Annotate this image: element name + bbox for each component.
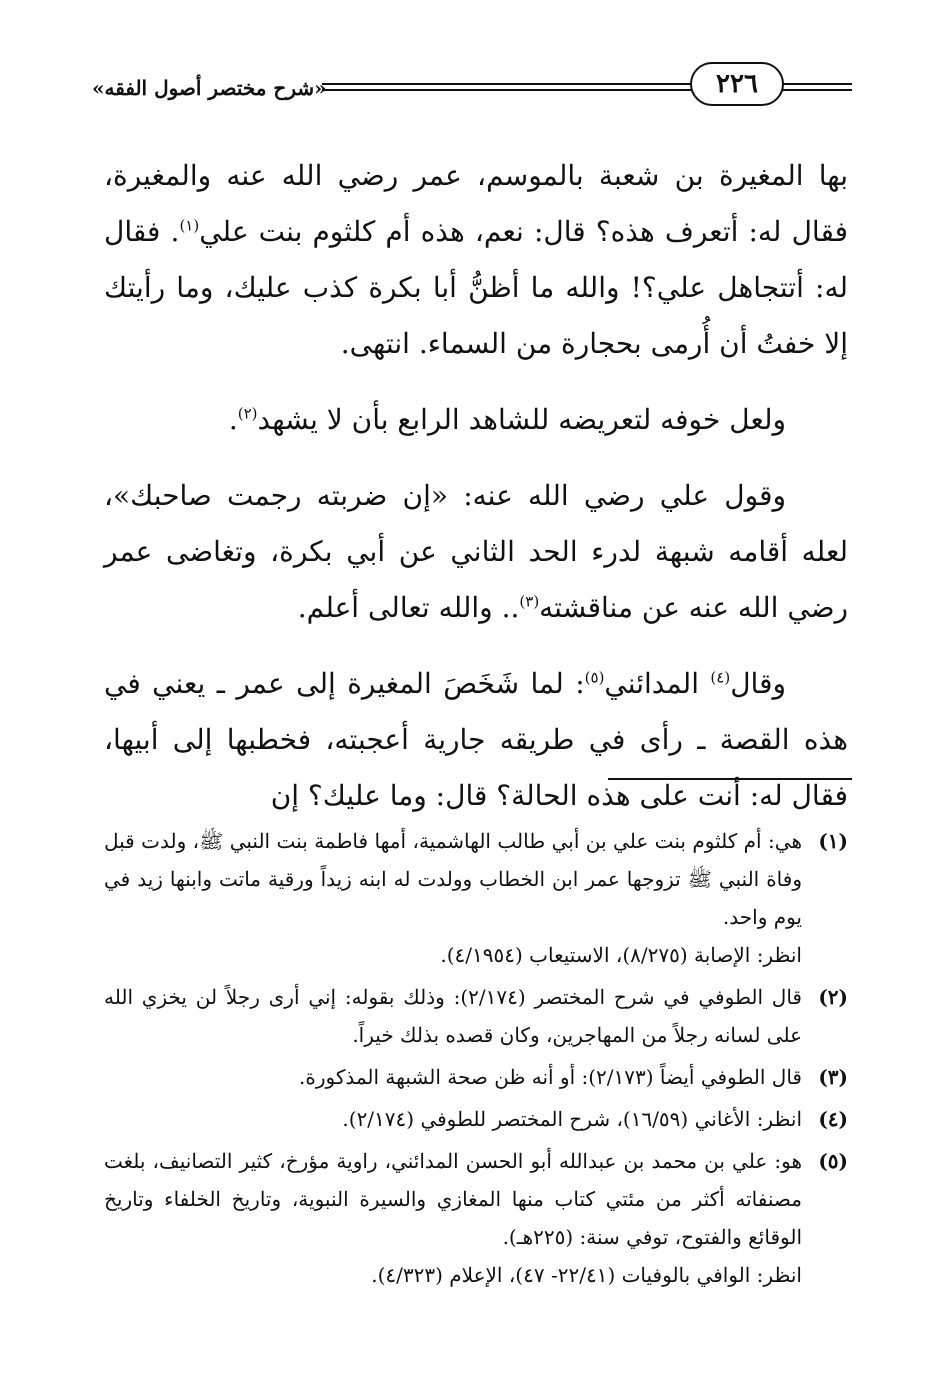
footnote-line: قال الطوفي في شرح المختصر (٢/١٧٤): وذلك بقوله: إني أرى رجلاً لن يخزي الله على لسانه رجلاً من المهاجرين، وكان قصده بذلك خيراً. xyxy=(104,985,802,1047)
main-text xyxy=(104,148,848,824)
paragraph-4-text: : لما شَخَصَ المغيرة إلى عمر ـ يعني في هذه القصة ـ رأى في طريقه جارية أعجبته، فخطبها إلى أبيها، فقال له: أنت على هذه الحالة؟ قال: وما عليك؟ إن xyxy=(104,667,848,812)
paragraph-3-text: وقول علي رضي الله عنه: «إن ضربته رجمت صاحبك»، لعله أقامه شبهة لدرء الحد الثاني عن أبي بكرة، وتغاضى عمر رضي الله عنه عن مناقشته xyxy=(104,479,848,624)
footnote-text xyxy=(104,978,802,1054)
footnote-ref-4: (٤) xyxy=(710,668,731,687)
footnote-4 xyxy=(104,1100,848,1138)
footnote-text xyxy=(104,822,802,974)
running-book-title: «شرح مختصر أصول الفقه» xyxy=(92,76,327,100)
paragraph-2-end: . xyxy=(228,403,238,436)
footnote-1 xyxy=(104,822,848,974)
footnote-text xyxy=(104,1058,802,1096)
footnote-ref-1: (١) xyxy=(179,216,200,235)
paragraph-4-name: المدائني xyxy=(604,667,711,700)
footnote-text xyxy=(104,1100,802,1138)
footnote-3 xyxy=(104,1058,848,1096)
paragraph-1 xyxy=(104,148,848,372)
footnote-separator xyxy=(608,778,852,780)
paragraph-3 xyxy=(104,468,848,636)
footnote-line: انظر: الأغاني (١٦/٥٩)، شرح المختصر للطوفي (٢/١٧٤). xyxy=(342,1107,802,1131)
paragraph-4-start: وقال xyxy=(730,667,786,700)
footnote-number: (٥) xyxy=(818,1149,848,1173)
footnote-line: قال الطوفي أيضاً (٢/١٧٣): أو أنه ظن صحة الشبهة المذكورة. xyxy=(299,1065,802,1089)
footnote-ref-2: (٢) xyxy=(237,404,258,423)
footnote-number: (٣) xyxy=(818,1065,848,1089)
footnote-line: انظر: الإصابة (٨/٢٧٥)، الاستيعاب (٤/١٩٥٤). xyxy=(440,943,802,967)
header-double-rule xyxy=(322,80,692,94)
footnote-ref-3: (٣) xyxy=(519,592,540,611)
footnote-2 xyxy=(104,978,848,1054)
page-number: ٢٢٦ xyxy=(690,62,784,106)
footnote-line: هي: أم كلثوم بنت علي بن أبي طالب الهاشمية، أمها فاطمة بنت النبي ﷺ، ولدت قبل وفاة النبي ﷺ تزوجها عمر ابن الخطاب وولدت له ابنه زيداً ورقية ماتت وابنها زيد في يوم واحد. xyxy=(104,829,802,929)
footnote-number: (٢) xyxy=(818,985,848,1009)
paragraph-1-text: بها المغيرة بن شعبة بالموسم، عمر رضي الله عنه والمغيرة، فقال له: أتعرف هذه؟ قال: نعم، هذه أم كلثوم بنت علي xyxy=(104,159,848,248)
footnote-line: انظر: الوافي بالوفيات (٢٢/٤١- ٤٧)، الإعلام (٤/٣٢٣). xyxy=(371,1263,802,1287)
footnote-number: (١) xyxy=(818,829,848,853)
footnotes xyxy=(104,822,848,1298)
paragraph-1-continuation: . فقال له: أتتجاهل علي؟! والله ما أظنُّ أبا بكرة كذب عليك، وما رأيتك إلا خفتُ أن أُرمى بحجارة من السماء. انتهى. xyxy=(104,215,848,360)
header-double-rule-right xyxy=(782,80,852,94)
footnote-number: (٤) xyxy=(818,1107,848,1131)
paragraph-2-text: ولعل خوفه لتعريضه للشاهد الرابع بأن لا يشهد xyxy=(257,403,786,436)
footnote-line: هو: علي بن محمد بن عبدالله أبو الحسن المدائني، راوية مؤرخ، كثير التصانيف، بلغت مصنفاته أكثر من مئتي كتاب منها المغازي والسيرة النبوية، وتاريخ الخلفاء وتاريخ الوقائع والفتوح، توفي سنة: (٢٢٥هـ). xyxy=(104,1149,802,1249)
paragraph-3-continuation: .. والله تعالى أعلم. xyxy=(297,591,520,624)
footnote-text xyxy=(104,1142,802,1294)
paragraph-4 xyxy=(104,656,848,824)
paragraph-2 xyxy=(104,392,848,448)
footnote-ref-5: (٥) xyxy=(584,668,605,687)
footnote-5 xyxy=(104,1142,848,1294)
